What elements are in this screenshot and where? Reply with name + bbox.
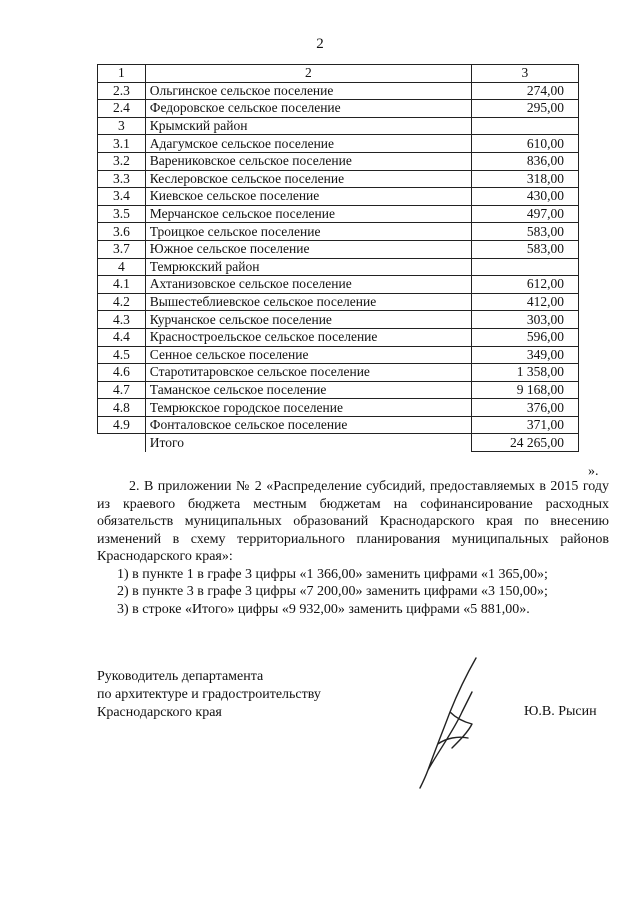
row-name: Мерчанское сельское поселение [145, 205, 471, 223]
amendment-text [97, 478, 609, 618]
row-number: 4.2 [98, 293, 146, 311]
position-line: Руководитель департамента [97, 669, 264, 684]
row-number: 4.6 [98, 364, 146, 382]
row-name: Темрюкский район [145, 258, 471, 276]
signer-name: Ю.В. Рысин [524, 704, 597, 719]
row-value: 371,00 [471, 416, 578, 434]
table-row [98, 240, 579, 258]
row-value: 376,00 [471, 399, 578, 417]
row-name: Красностроельское сельское поселение [145, 328, 471, 346]
row-value: 610,00 [471, 135, 578, 153]
amendment-item: 1) в пункте 1 в графе 3 цифры «1 366,00» заменить цифрами «1 365,00»; [117, 566, 548, 582]
handwritten-signature [398, 652, 498, 792]
row-number: 3.7 [98, 240, 146, 258]
column-header-name: 2 [145, 65, 471, 83]
row-number: 3.6 [98, 223, 146, 241]
table-row [98, 100, 579, 118]
closing-quote: ». [588, 464, 599, 479]
total-number-cell [98, 434, 146, 452]
row-name: Вышестеблиевское сельское поселение [145, 293, 471, 311]
table-row [98, 135, 579, 153]
row-name: Адагумское сельское поселение [145, 135, 471, 153]
row-value: 318,00 [471, 170, 578, 188]
table-row [98, 117, 579, 135]
row-name: Южное сельское поселение [145, 240, 471, 258]
table-row [98, 311, 579, 329]
row-name: Ольгинское сельское поселение [145, 82, 471, 100]
row-number: 3.5 [98, 205, 146, 223]
row-value: 583,00 [471, 240, 578, 258]
column-header-value: 3 [471, 65, 578, 83]
row-value: 596,00 [471, 328, 578, 346]
table-total-row [98, 434, 579, 452]
row-name: Темрюкское городское поселение [145, 399, 471, 417]
row-value: 1 358,00 [471, 364, 578, 382]
row-value: 583,00 [471, 223, 578, 241]
table-row [98, 416, 579, 434]
table-row [98, 188, 579, 206]
row-number: 4.3 [98, 311, 146, 329]
row-value: 274,00 [471, 82, 578, 100]
row-value: 349,00 [471, 346, 578, 364]
table-row [98, 223, 579, 241]
row-name: Федоровское сельское поселение [145, 100, 471, 118]
row-value: 836,00 [471, 152, 578, 170]
row-number: 4.4 [98, 328, 146, 346]
page-number: 2 [316, 36, 324, 52]
row-value: 412,00 [471, 293, 578, 311]
signatory-position [97, 668, 321, 722]
row-name: Сенное сельское поселение [145, 346, 471, 364]
row-value: 497,00 [471, 205, 578, 223]
row-number: 4.7 [98, 381, 146, 399]
table-row [98, 170, 579, 188]
row-number: 4.5 [98, 346, 146, 364]
amendment-item: 3) в строке «Итого» цифры «9 932,00» заменить цифрами «5 881,00». [117, 601, 530, 617]
table-row [98, 258, 579, 276]
row-number: 2.4 [98, 100, 146, 118]
row-number: 3.2 [98, 152, 146, 170]
row-number: 3.3 [98, 170, 146, 188]
table-header-row [98, 65, 579, 83]
table-row [98, 82, 579, 100]
row-name: Киевское сельское поселение [145, 188, 471, 206]
table-row [98, 381, 579, 399]
row-value: 303,00 [471, 311, 578, 329]
table-row [98, 276, 579, 294]
total-label: Итого [145, 434, 471, 452]
amendment-paragraph: 2. В приложении № 2 «Распределение субсидий, предоставляемых в 2015 году из краевого бюджета местным бюджетам на софинансирование расходных обязательств муниципальных образований Краснодарского края по внесению изменений в схему территориального планирования муниципальных районов Краснодарского края»: [97, 479, 609, 564]
row-value: 612,00 [471, 276, 578, 294]
row-number: 3.1 [98, 135, 146, 153]
table-row [98, 152, 579, 170]
row-name: Старотитаровское сельское поселение [145, 364, 471, 382]
position-line: по архитектуре и градостроительству [97, 687, 321, 702]
row-name: Троицкое сельское поселение [145, 223, 471, 241]
table-row [98, 205, 579, 223]
row-name: Крымский район [145, 117, 471, 135]
row-value [471, 117, 578, 135]
row-value: 9 168,00 [471, 381, 578, 399]
total-value: 24 265,00 [471, 434, 578, 452]
column-header-number: 1 [98, 65, 146, 83]
amendment-items [97, 566, 609, 619]
row-number: 2.3 [98, 82, 146, 100]
row-number: 4.8 [98, 399, 146, 417]
row-value [471, 258, 578, 276]
row-name: Таманское сельское поселение [145, 381, 471, 399]
row-number: 4.9 [98, 416, 146, 434]
row-value: 295,00 [471, 100, 578, 118]
subsidy-table [97, 64, 579, 452]
table-row [98, 328, 579, 346]
row-number: 4 [98, 258, 146, 276]
table-row [98, 364, 579, 382]
row-name: Ахтанизовское сельское поселение [145, 276, 471, 294]
table-row [98, 346, 579, 364]
row-number: 3 [98, 117, 146, 135]
table-row [98, 293, 579, 311]
position-line: Краснодарского края [97, 705, 222, 720]
row-name: Кеслеровское сельское поселение [145, 170, 471, 188]
row-number: 3.4 [98, 188, 146, 206]
table-row [98, 399, 579, 417]
row-name: Фонталовское сельское поселение [145, 416, 471, 434]
row-name: Курчанское сельское поселение [145, 311, 471, 329]
row-number: 4.1 [98, 276, 146, 294]
row-value: 430,00 [471, 188, 578, 206]
row-name: Варениковское сельское поселение [145, 152, 471, 170]
amendment-item: 2) в пункте 3 в графе 3 цифры «7 200,00» заменить цифрами «3 150,00»; [117, 584, 548, 599]
